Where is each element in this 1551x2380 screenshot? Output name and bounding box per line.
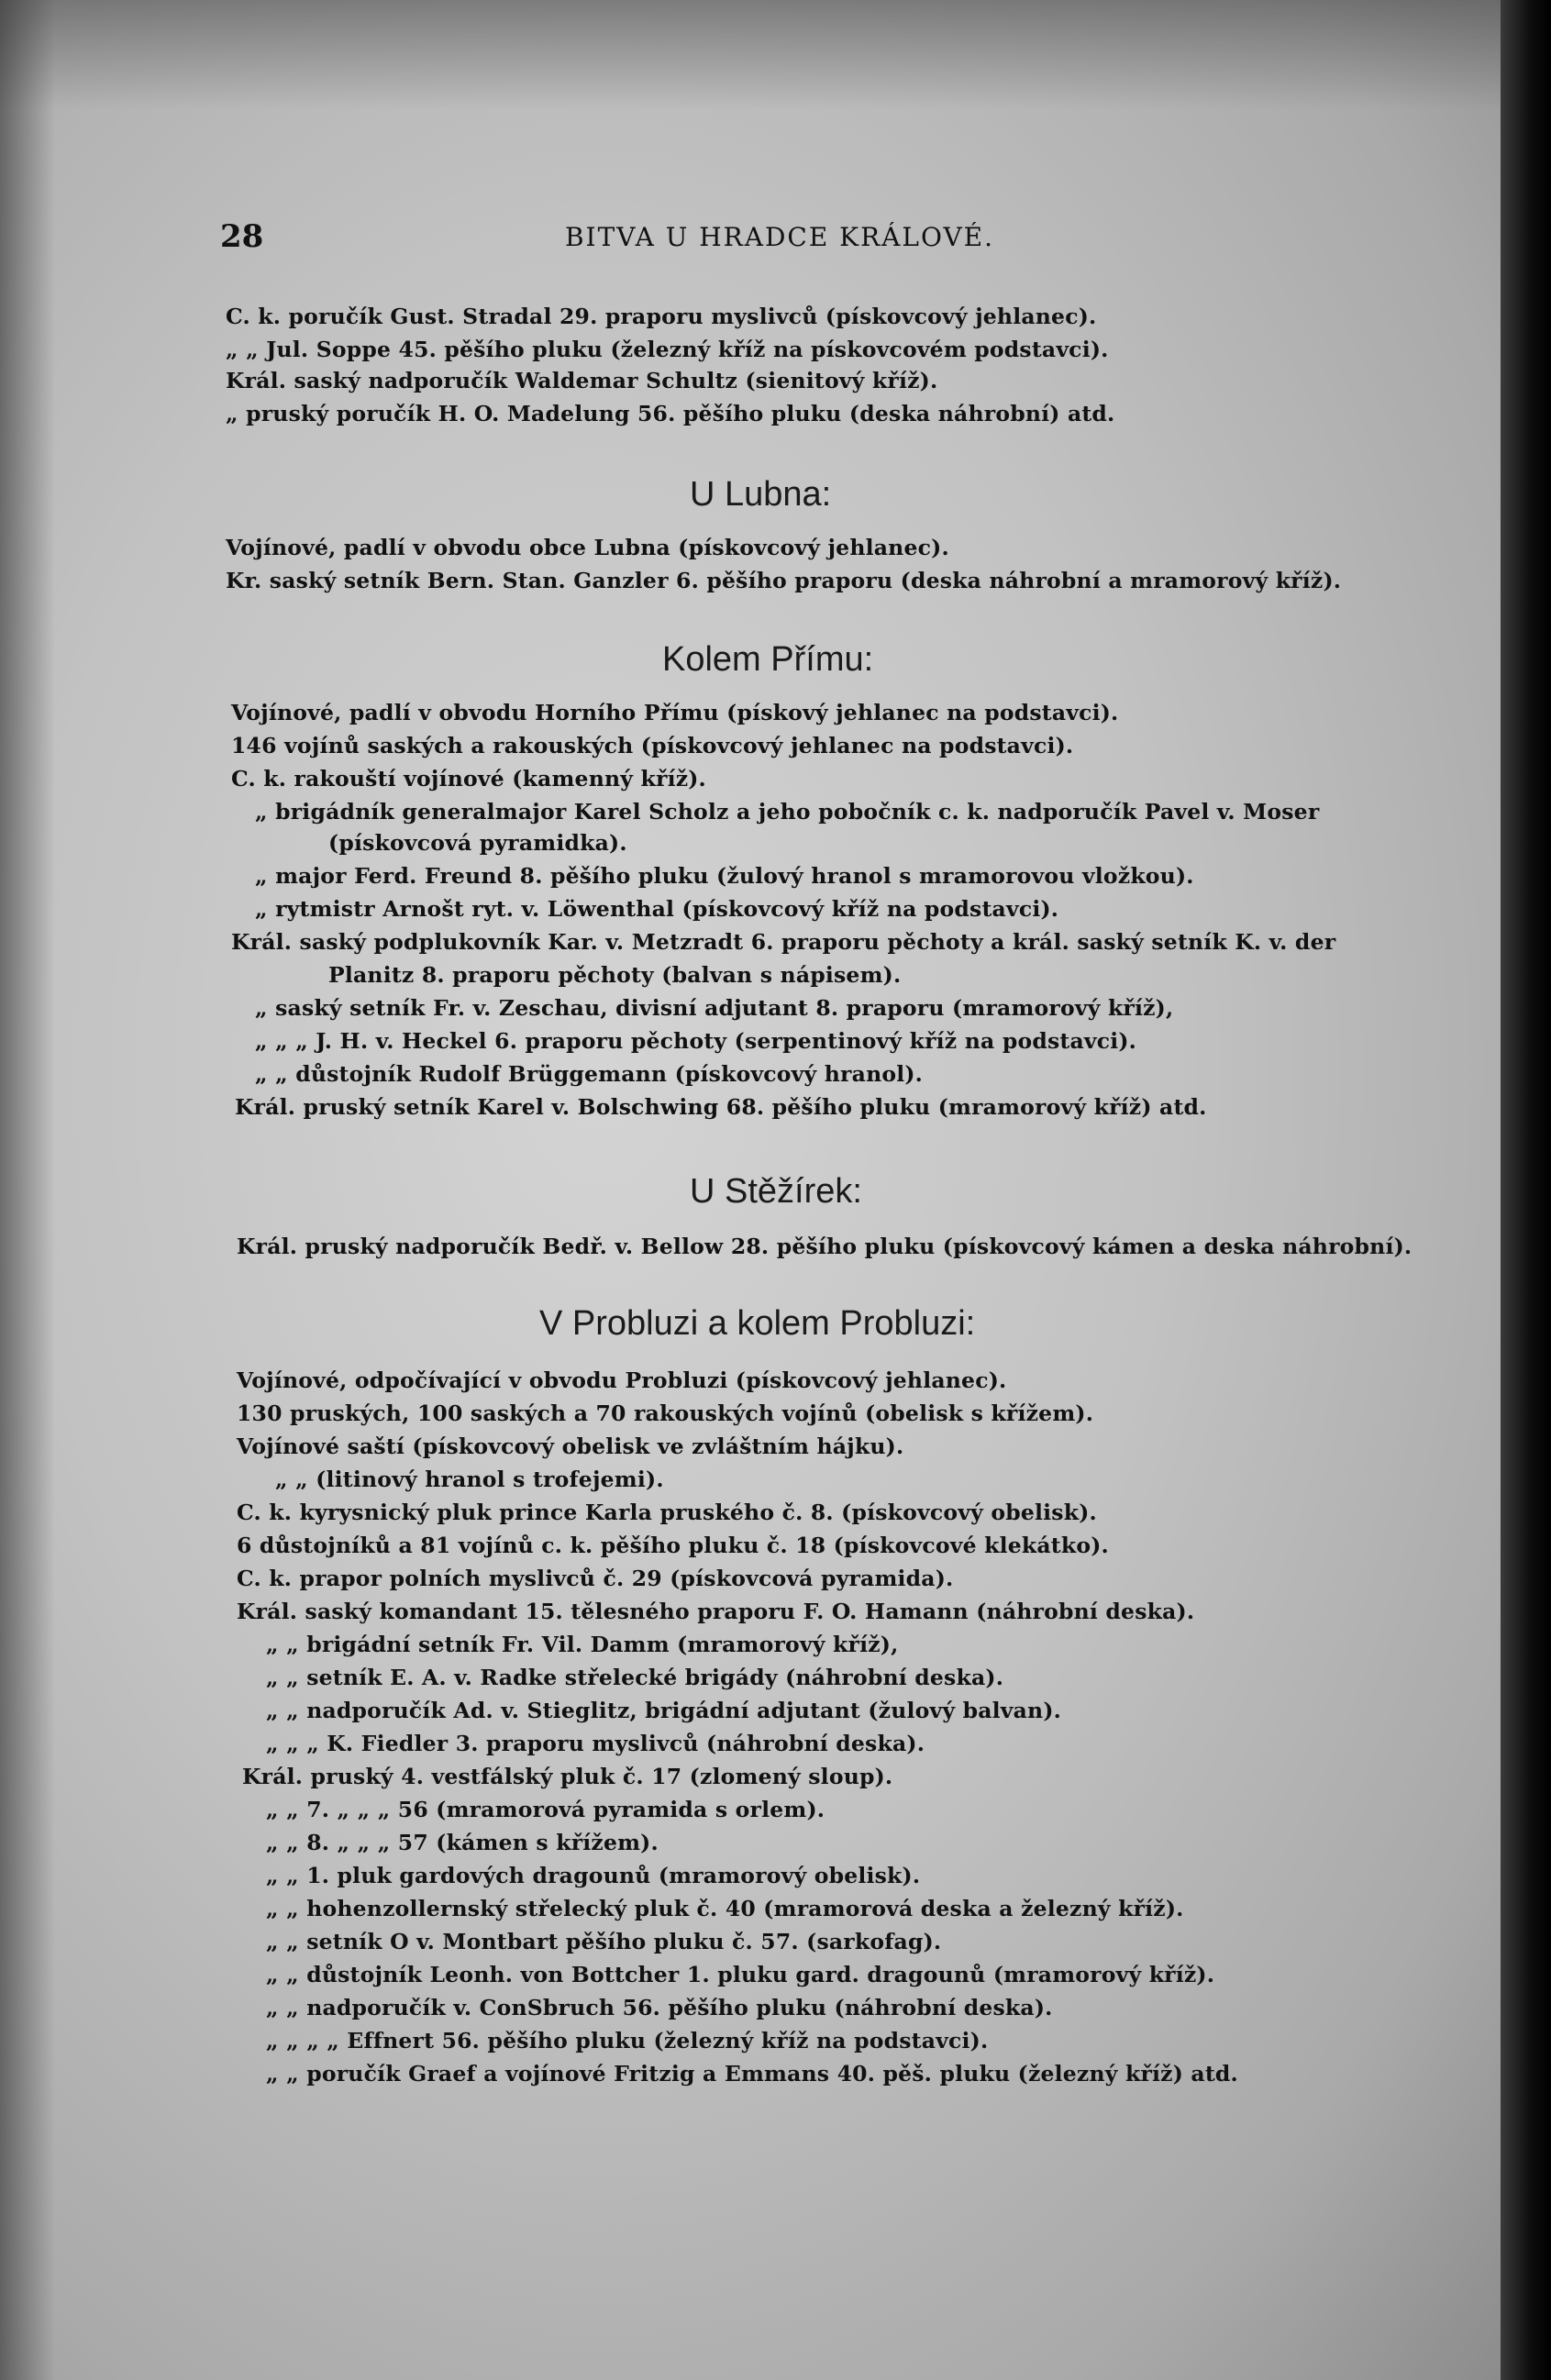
- text-line: Vojínové, padlí v obvodu Horního Přímu (pískový jehlanec na podstavci).: [231, 700, 1119, 725]
- text-line: „ „ 8. „ „ „ 57 (kámen s křížem).: [266, 1830, 659, 1855]
- section-heading: U Lubna:: [690, 475, 832, 514]
- text-line: Vojínové saští (pískovcový obelisk ve zvláštním hájku).: [237, 1434, 904, 1459]
- text-line: Král. saský nadporučík Waldemar Schultz (sienitový kříž).: [226, 368, 938, 393]
- section-heading: V Probluzi a kolem Probluzi:: [539, 1304, 976, 1343]
- text-line: „ „ setník O v. Montbart pěšího pluku č. 57. (sarkofag).: [266, 1929, 942, 1954]
- text-line: C. k. poručík Gust. Stradal 29. praporu myslivců (pískovcový jehlanec).: [226, 304, 1097, 329]
- text-line: „ „ důstojník Rudolf Brüggemann (pískovcový hranol).: [255, 1061, 924, 1087]
- text-line: C. k. prapor polních myslivců č. 29 (pískovcová pyramida).: [237, 1566, 954, 1591]
- text-line: C. k. kyrysnický pluk prince Karla pruského č. 8. (pískovcový obelisk).: [237, 1500, 1097, 1525]
- text-line: Vojínové, padlí v obvodu obce Lubna (pískovcový jehlanec).: [226, 535, 949, 560]
- page-shadow-top: [0, 0, 1501, 110]
- page-edge: [1501, 0, 1551, 2380]
- text-line: Král. saský podplukovník Kar. v. Metzradt 6. praporu pěchoty a král. saský setník K. v. der: [231, 929, 1336, 955]
- text-line: „ „ nadporučík Ad. v. Stieglitz, brigádní adjutant (žulový balvan).: [266, 1698, 1062, 1723]
- text-line: C. k. rakouští vojínové (kamenný kříž).: [231, 766, 706, 791]
- text-line: „ saský setník Fr. v. Zeschau, divisní adjutant 8. praporu (mramorový kříž),: [255, 995, 1174, 1021]
- text-line: „ brigádník generalmajor Karel Scholz a jeho pobočník c. k. nadporučík Pavel v. Moser: [255, 799, 1320, 825]
- page-header: [220, 218, 1339, 255]
- text-line: „ „ 1. pluk gardových dragounů (mramorový obelisk).: [266, 1863, 921, 1888]
- text-line: „ „ poručík Graef a vojínové Fritzig a Emmans 40. pěš. pluku (železný kříž) atd.: [266, 2061, 1238, 2087]
- text-line: „ „ „ „ Effnert 56. pěšího pluku (železný kříž na podstavci).: [266, 2028, 989, 2053]
- text-line: „ „ setník E. A. v. Radke střelecké brigády (náhrobní deska).: [266, 1665, 1004, 1690]
- text-line: Planitz 8. praporu pěchoty (balvan s nápisem).: [328, 962, 902, 988]
- text-line: Král. pruský setník Karel v. Bolschwing 68. pěšího pluku (mramorový kříž) atd.: [235, 1094, 1207, 1120]
- text-line: „ major Ferd. Freund 8. pěšího pluku (žulový hranol s mramorovou vložkou).: [255, 863, 1194, 889]
- text-line: 6 důstojníků a 81 vojínů c. k. pěšího pluku č. 18 (pískovcové klekátko).: [237, 1533, 1109, 1558]
- text-line: „ „ hohenzollernský střelecký pluk č. 40 (mramorová deska a železný kříž).: [266, 1896, 1184, 1921]
- text-line: Král. pruský 4. vestfálský pluk č. 17 (zlomený sloup).: [242, 1764, 893, 1789]
- section-heading: Kolem Přímu:: [662, 640, 874, 679]
- text-line: Král. saský komandant 15. tělesného praporu F. O. Hamann (náhrobní deska).: [237, 1599, 1195, 1624]
- text-line: Kr. saský setník Bern. Stan. Ganzler 6. pěšího praporu (deska náhrobní a mramorový kříž).: [226, 568, 1342, 593]
- text-line: „ „ Jul. Soppe 45. pěšího pluku (železný kříž na pískovcovém podstavci).: [226, 337, 1109, 362]
- text-line: „ rytmistr Arnošt ryt. v. Löwenthal (pískovcový kříž na podstavci).: [255, 896, 1059, 922]
- running-head: BITVA U HRADCE KRÁLOVÉ.: [564, 222, 995, 252]
- text-line: „ „ brigádní setník Fr. Vil. Damm (mramorový kříž),: [266, 1632, 899, 1657]
- page-shadow: [0, 0, 55, 2380]
- text-line: „ pruský poručík H. O. Madelung 56. pěšího pluku (deska náhrobní) atd.: [226, 401, 1115, 426]
- text-line: Vojínové, odpočívající v obvodu Probluzi (pískovcový jehlanec).: [237, 1367, 1007, 1393]
- text-line: 130 pruských, 100 saských a 70 rakouských vojínů (obelisk s křížem).: [237, 1400, 1094, 1426]
- text-line: „ „ 7. „ „ „ 56 (mramorová pyramida s orlem).: [266, 1797, 825, 1822]
- text-line: „ „ „ K. Fiedler 3. praporu myslivců (náhrobní deska).: [266, 1731, 925, 1756]
- section-heading: U Stěžírek:: [690, 1172, 862, 1211]
- text-line: „ „ důstojník Leonh. von Bottcher 1. pluku gard. dragounů (mramorový kříž).: [266, 1962, 1215, 1987]
- text-line: „ „ „ J. H. v. Heckel 6. praporu pěchoty (serpentinový kříž na podstavci).: [255, 1028, 1137, 1054]
- text-line: „ „ nadporučík v. ConSbruch 56. pěšího pluku (náhrobní deska).: [266, 1995, 1053, 2020]
- page-number: 28: [220, 218, 264, 255]
- text-line: 146 vojínů saských a rakouských (pískovcový jehlanec na podstavci).: [231, 733, 1074, 758]
- text-line: „ „ (litinový hranol s trofejemi).: [275, 1467, 664, 1492]
- text-line: (pískovcová pyramidka).: [328, 830, 627, 856]
- text-line: Král. pruský nadporučík Bedř. v. Bellow 28. pěšího pluku (pískovcový kámen a deska náhrobní).: [237, 1234, 1413, 1259]
